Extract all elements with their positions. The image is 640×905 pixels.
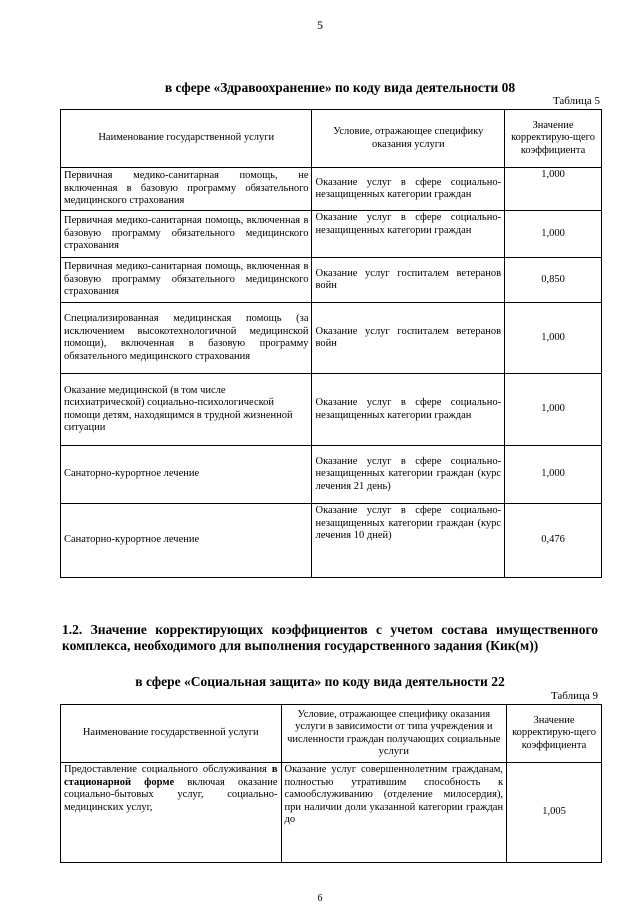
service-name-cell: Первичная медико-санитарная помощь, включенная в базовую программу обязательного медицинского страхования — [61, 258, 312, 303]
header-coefficient: Значение корректирую-щего коэффициента — [505, 110, 602, 168]
table-9-caption: Таблица 9 — [550, 690, 598, 702]
service-name-cell: Санаторно-курортное лечение — [61, 446, 312, 504]
service-name-text: Предоставление социального обслуживания — [64, 764, 267, 775]
service-name-text-cont: включая оказание социально-бытовых услуг, социально-медицинских услуг, — [64, 776, 278, 813]
table-row — [61, 504, 602, 578]
table-row — [61, 168, 602, 211]
condition-cell: Оказание услуг совершеннолетним гражданам, полностью утратившим способность к самообслуживанию (отделение милосердия), при наличии доли указанной категории граждан до — [281, 763, 507, 863]
service-name-cell: Первичная медико-санитарная помощь, включенная в базовую программу обязательного медицинского страхования — [61, 211, 312, 258]
condition-cell: Оказание услуг в сфере социально-незащищенных категории граждан (курс лечения 10 дней) — [312, 504, 505, 578]
table-row — [61, 446, 602, 504]
coefficient-cell: 1,000 — [505, 303, 602, 374]
table-row — [61, 303, 602, 374]
header-service-name: Наименование государственной услуги — [61, 110, 312, 168]
condition-cell: Оказание услуг в сфере социально-незащищенных категории граждан (курс лечения 21 день) — [312, 446, 505, 504]
service-name-cell: Оказание медицинской (в том числе психиатрической) социально-психологической помощи детям, находящимся в трудной жизненной ситуации — [61, 374, 312, 446]
table-row — [61, 211, 602, 258]
header-coefficient: Значение корректирую-щего коэффициента — [507, 705, 602, 763]
condition-cell: Оказание услуг в сфере социально-незащищенных категории граждан — [312, 211, 505, 258]
table-row — [61, 763, 602, 863]
coefficient-cell: 1,005 — [507, 763, 602, 863]
header-service-name: Наименование государственной услуги — [61, 705, 282, 763]
footer-page-mark: 6 — [317, 893, 323, 904]
section-heading-healthcare: в сфере «Здравоохранение» по коду вида деятельности 08 — [164, 80, 516, 95]
coefficient-cell: 0,850 — [505, 258, 602, 303]
section-subheading-social: в сфере «Социальная защита» по коду вида деятельности 22 — [135, 674, 505, 689]
table-header-row — [61, 705, 602, 763]
service-name-bold-text: в стационарной форме — [64, 764, 278, 788]
table-5 — [60, 109, 602, 578]
condition-cell: Оказание услуг в сфере социально-незащищенных категории граждан — [312, 374, 505, 446]
condition-cell: Оказание услуг в сфере социально-незащищенных категории граждан — [312, 168, 505, 211]
service-name-cell: Специализированная медицинская помощь (за исключением высокотехнологичной медицинской помощи), включенная в базовую программу обязательного медицинского страхования — [61, 303, 312, 374]
header-condition: Условие, отражающее специфику оказания услуги в зависимости от типа учреждения и численности граждан получающих социальные услуги — [281, 705, 507, 763]
table-9 — [60, 704, 602, 863]
coefficient-cell: 1,000 — [505, 211, 602, 258]
service-name-cell: Первичная медико-санитарная помощь, не включенная в базовую программу обязательного медицинского страхования — [61, 168, 312, 211]
condition-cell: Оказание услуг госпиталем ветеранов войн — [312, 303, 505, 374]
coefficient-cell: 1,000 — [505, 374, 602, 446]
page-number: 5 — [317, 18, 323, 32]
coefficient-cell: 1,000 — [505, 168, 602, 211]
header-condition: Условие, отражающее специфику оказания услуги — [312, 110, 505, 168]
table-5-caption: Таблица 5 — [552, 95, 600, 107]
service-name-cell: Санаторно-курортное лечение — [61, 504, 312, 578]
table-row — [61, 258, 602, 303]
service-name-cell — [61, 763, 282, 863]
table-row — [61, 374, 602, 446]
section-heading-1-2: 1.2. Значение корректирующих коэффициентов с учетом состава имущественного комплекса, необходимого для выполнения государственного задания (Кик(м)) — [62, 622, 598, 653]
condition-cell: Оказание услуг госпиталем ветеранов войн — [312, 258, 505, 303]
table-header-row — [61, 110, 602, 168]
coefficient-cell: 1,000 — [505, 446, 602, 504]
coefficient-cell: 0,476 — [505, 504, 602, 578]
